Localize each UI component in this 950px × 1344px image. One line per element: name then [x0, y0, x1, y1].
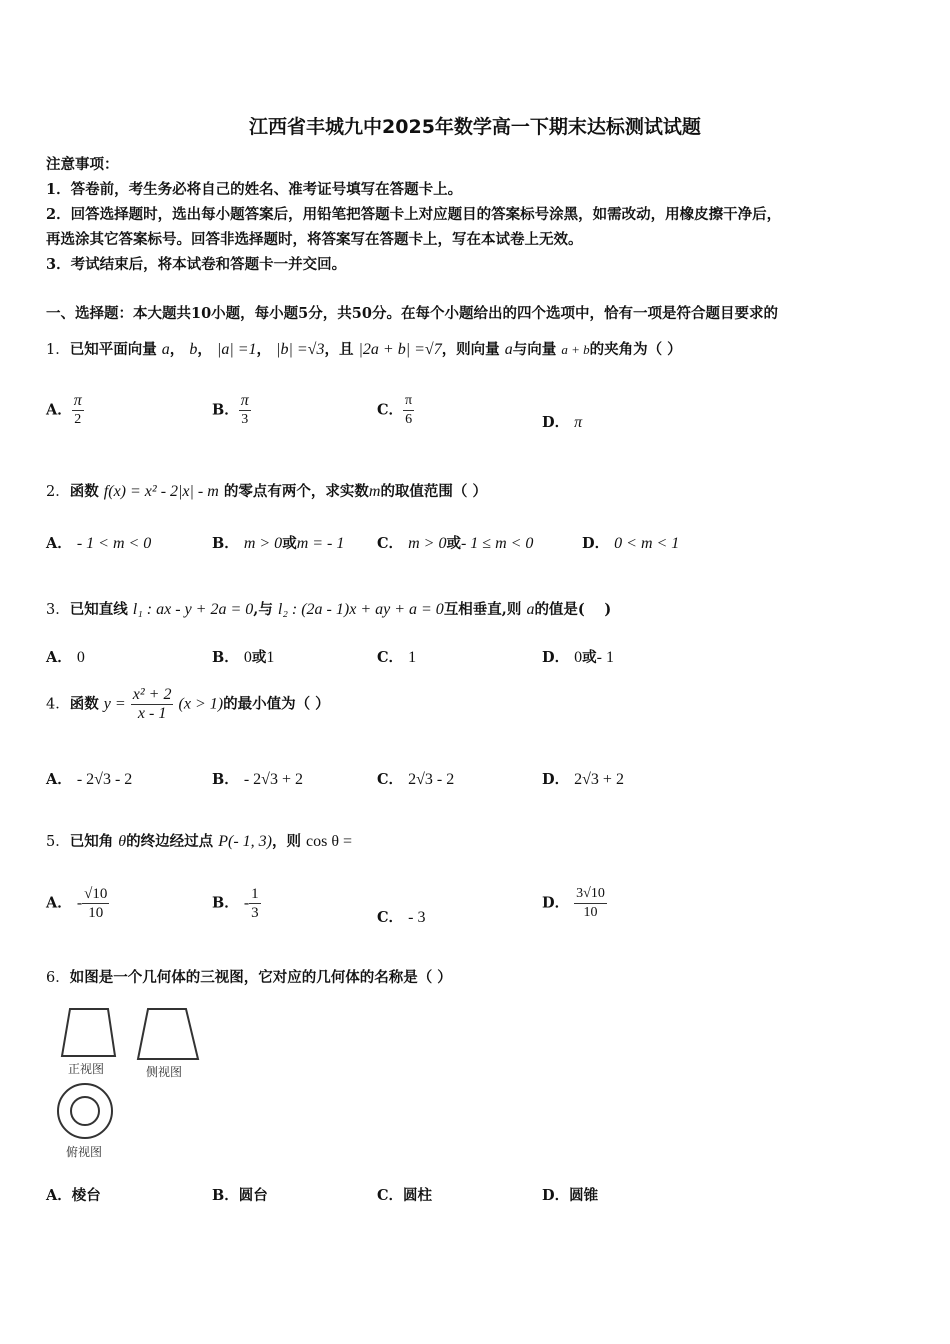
option-a[interactable]: A． - 2√3 - 2	[46, 771, 133, 788]
question-6: 6．如图是一个几何体的三视图，它对应的几何体的名称是（ ）	[46, 969, 452, 986]
question-number: 6．	[46, 970, 70, 986]
option-d[interactable]: D． π	[542, 414, 583, 431]
option-b[interactable]: B． $\frac{\pi}{3}$	[212, 392, 249, 427]
option-a[interactable]: A． 0	[46, 649, 85, 666]
option-d[interactable]: D． 0或- 1	[542, 649, 614, 666]
question-number: 5．	[46, 834, 70, 850]
option-d[interactable]: D． $\frac{3√10}{10}$	[542, 886, 605, 920]
option-a[interactable]: A． - 1 < m < 0	[46, 535, 152, 552]
question-number: 4．	[46, 696, 70, 713]
question-1: 1．已知平面向量 a， b， |a| =1， |b| =√3，且 |2a + b| =√7，则向量 a与向量 a + b的夹角为（ ）	[46, 341, 682, 358]
top-view-outer-circle	[58, 1084, 112, 1138]
option-c[interactable]: C．圆柱	[377, 1187, 433, 1204]
top-view-inner-circle	[71, 1097, 99, 1125]
option-d[interactable]: D．圆锥	[542, 1187, 599, 1204]
page-title: 江西省丰城九中2025年数学高一下期末达标测试试题	[249, 116, 701, 138]
three-view-figure	[50, 1004, 210, 1164]
option-a[interactable]: A． $\frac{\pi}{2}$	[46, 392, 82, 427]
front-view-trapezoid	[62, 1009, 115, 1056]
question-number: 2．	[46, 484, 70, 500]
side-view-trapezoid	[138, 1009, 198, 1059]
option-a[interactable]: A． - $\frac{√10}{10}$	[46, 886, 108, 921]
section-heading: 一、选择题：本大题共10小题，每小题5分，共50分。在每个小题给出的四个选项中，恰有一项是符合题目要求的	[46, 305, 778, 322]
question-3: 3．已知直线 l₁ : ax - y + 2a = 0,与 l₂ : (2a - 1)x + ay + a = 0互相垂直,则 a的值是( )	[46, 601, 612, 618]
note-item: 再选涂其它答案标号。回答非选择题时，将答案写在答题卡上，写在本试卷上无效。	[46, 231, 583, 248]
option-b[interactable]: B． - 2√3 + 2	[212, 771, 303, 788]
top-view-label: 俯视图	[66, 1145, 103, 1159]
note-item: 1．答卷前，考生务必将自己的姓名、准考证号填写在答题卡上。	[46, 181, 463, 198]
question-number: 3．	[46, 602, 70, 618]
option-c[interactable]: C． 2√3 - 2	[377, 771, 455, 788]
option-c[interactable]: C． - 3	[377, 909, 426, 926]
notes-heading: 注意事项：	[46, 156, 119, 173]
note-item: 3．考试结束后，将本试卷和答题卡一并交回。	[46, 256, 347, 273]
option-b[interactable]: B．圆台	[212, 1187, 268, 1204]
option-c[interactable]: C． m > 0或- 1 ≤ m < 0	[377, 535, 534, 552]
note-item: 2．回答选择题时，选出每小题答案后，用铅笔把答题卡上对应题目的答案标号涂黑，如需改动，用橡皮擦干净后，	[46, 206, 782, 223]
option-c[interactable]: C． $\frac{\pi}{6}$	[377, 393, 413, 427]
option-c[interactable]: C． 1	[377, 649, 417, 666]
option-b[interactable]: B． m > 0或m = - 1	[212, 535, 345, 552]
question-5: 5．已知角 θ的终边经过点 P(- 1, 3)，则 cos θ =	[46, 833, 353, 850]
question-4: 4．函数 y = $\frac{\text{x² + 2}}{x - 1}$ (x > 1)的最小值为（ ）	[46, 686, 330, 722]
question-number: 1．	[46, 342, 70, 358]
side-view-label: 侧视图	[146, 1065, 183, 1079]
question-2: 2．函数 f(x) = x² - 2|x| - m 的零点有两个，求实数m的取值范围（ ）	[46, 483, 487, 500]
front-view-label: 正视图	[68, 1062, 105, 1076]
option-d[interactable]: D． 0 < m < 1	[582, 535, 680, 552]
option-a[interactable]: A．棱台	[46, 1187, 101, 1204]
option-d[interactable]: D． 2√3 + 2	[542, 771, 624, 788]
option-b[interactable]: B． - $\frac{1}{3}$	[212, 886, 259, 921]
option-b[interactable]: B． 0或1	[212, 649, 275, 666]
